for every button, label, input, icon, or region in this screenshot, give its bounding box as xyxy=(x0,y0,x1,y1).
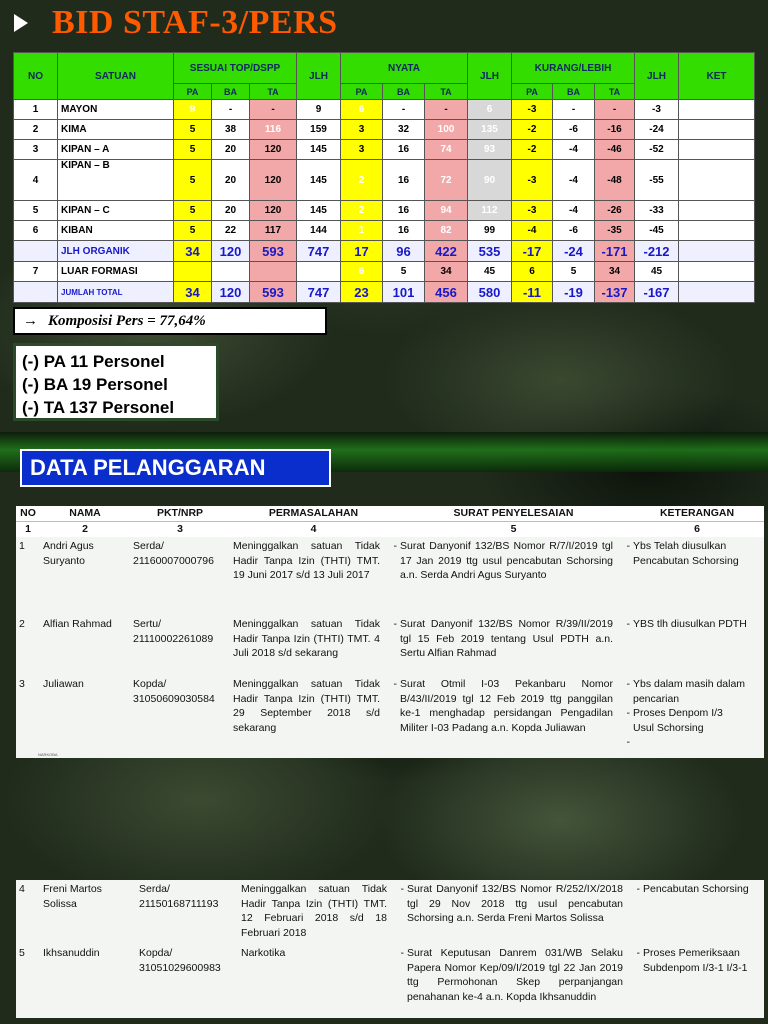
cell-n-jlh: 135 xyxy=(468,120,512,140)
dash: - - - xyxy=(616,675,630,752)
cell-k-jlh: -167 xyxy=(635,282,679,303)
cell-s-jlh: 159 xyxy=(297,120,341,140)
violations-table xyxy=(16,506,764,758)
section-title: DATA PELANGGARAN xyxy=(20,449,331,487)
cell-ket xyxy=(679,221,755,241)
table-row xyxy=(14,201,755,221)
cell-n-jlh: 93 xyxy=(468,140,512,160)
cell-k-ta: - xyxy=(595,100,635,120)
cell-keterangan: YBS tlh diusulkan PDTH xyxy=(630,615,764,675)
cell-no: 5 xyxy=(16,944,40,1018)
slide-violations xyxy=(0,432,768,864)
cell-k-ba: 5 xyxy=(553,262,595,282)
cell-no: 7 xyxy=(14,262,58,282)
cell-s-ta xyxy=(250,262,297,282)
komposisi-box xyxy=(13,307,327,335)
cell-nama: Juliawan xyxy=(40,675,130,752)
cell-pkt: Serda/ 21150168711193 xyxy=(136,880,238,944)
cell-no xyxy=(14,282,58,303)
cell-ket xyxy=(679,201,755,221)
cell-k-pa: 6 xyxy=(512,262,553,282)
cell-k-jlh: 45 xyxy=(635,262,679,282)
cell-n-ba: 32 xyxy=(383,120,425,140)
cell-no: 3 xyxy=(16,675,40,752)
cell-surat: Surat Danyonif 132/BS Nomor R/39/II/2019 tgl 15 Feb 2019 tentang Usul PDTH a.n. Sertu Alfian Rahmad xyxy=(397,615,616,675)
table-row xyxy=(14,140,755,160)
cell-n-ta: 94 xyxy=(425,201,468,221)
header-no: NO xyxy=(14,53,58,100)
cell-surat: Surat Keputusan Danrem 031/WB Selaku Papera Nomor Kep/09/I/2019 tgl 22 Jan 2019 ttg Permohonan Skep perpanjangan penahanan ke-4 a.n. Kopda Ikhsanuddin xyxy=(404,944,626,1018)
strength-table xyxy=(13,52,755,303)
cell-n-ta: 100 xyxy=(425,120,468,140)
cell-s-ta: 120 xyxy=(250,201,297,221)
cell-k-ta: -16 xyxy=(595,120,635,140)
cell-s-ta: 116 xyxy=(250,120,297,140)
cell-n-jlh: 99 xyxy=(468,221,512,241)
cell-s-ba xyxy=(212,262,250,282)
cell-ket xyxy=(679,282,755,303)
cell-s-ba: 20 xyxy=(212,160,250,201)
cell-k-pa: -2 xyxy=(512,120,553,140)
cell-s-jlh xyxy=(297,262,341,282)
cell-s-pa: 34 xyxy=(174,282,212,303)
cell-k-ba: -6 xyxy=(553,221,595,241)
cell-n-pa: 1 xyxy=(341,221,383,241)
cell-n-pa: 6 xyxy=(341,100,383,120)
personnel-shortage-box xyxy=(13,343,219,421)
cell-k-ta: -48 xyxy=(595,160,635,201)
cell-n-pa: 2 xyxy=(341,201,383,221)
cell-k-jlh: -52 xyxy=(635,140,679,160)
table-row xyxy=(16,944,764,1018)
cell-no: 4 xyxy=(14,160,58,201)
cell-k-jlh: -45 xyxy=(635,221,679,241)
cell-s-ta: 593 xyxy=(250,241,297,262)
cell-n-jlh: 580 xyxy=(468,282,512,303)
cell-s-jlh: 145 xyxy=(297,160,341,201)
keterangan-item: Ybs dalam masih dalam pencarian xyxy=(633,678,746,705)
cell-no: 1 xyxy=(14,100,58,120)
cell-k-ba: -4 xyxy=(553,140,595,160)
cell-k-jlh: -24 xyxy=(635,120,679,140)
cell-s-ba: 22 xyxy=(212,221,250,241)
cell-k-ta: 34 xyxy=(595,262,635,282)
header-keterangan: KETERANGAN xyxy=(630,506,764,522)
cell-k-pa: -4 xyxy=(512,221,553,241)
cell-permasalahan: Meninggalkan satuan Tidak Hadir Tanpa Izin (THTI) TMT. 19 Juni 2017 s/d 13 Juli 2017 xyxy=(230,537,383,615)
grand-total-row xyxy=(14,282,755,303)
cell-n-jlh: 535 xyxy=(468,241,512,262)
cell-nama: Alfian Rahmad xyxy=(40,615,130,675)
cell-k-pa: -3 xyxy=(512,160,553,201)
cell-satuan: KIPAN – A xyxy=(58,140,174,160)
cell-s-jlh: 145 xyxy=(297,201,341,221)
cell-n-ta: 456 xyxy=(425,282,468,303)
cell-n-jlh: 112 xyxy=(468,201,512,221)
arrow-right-icon: → xyxy=(23,312,38,329)
cell-k-ta: -171 xyxy=(595,241,635,262)
slide-strength xyxy=(0,0,768,432)
cell-s-pa: 5 xyxy=(174,140,212,160)
cell-n-ba: 16 xyxy=(383,201,425,221)
cell-k-jlh: -33 xyxy=(635,201,679,221)
header-number-6: 6 xyxy=(630,522,764,538)
header-no: NO xyxy=(16,506,40,522)
cell-no xyxy=(14,241,58,262)
dash: - xyxy=(616,615,630,675)
cell-nama: Andri Agus Suryanto xyxy=(40,537,130,615)
cell-n-ba: 16 xyxy=(383,160,425,201)
cell-n-ba: 16 xyxy=(383,140,425,160)
header-sesuai: SESUAI TOP/DSPP xyxy=(174,53,297,84)
cell-no: 4 xyxy=(16,880,40,944)
subheader-ba: BA xyxy=(212,84,250,100)
cell-s-jlh: 144 xyxy=(297,221,341,241)
dash: - xyxy=(626,880,640,944)
header-jlh: JLH xyxy=(635,53,679,100)
cell-k-ta: -137 xyxy=(595,282,635,303)
cell-k-ta: -26 xyxy=(595,201,635,221)
cell-no: 2 xyxy=(16,615,40,675)
cell-n-jlh: 45 xyxy=(468,262,512,282)
cell-keterangan xyxy=(630,675,764,752)
slide-violations-continued xyxy=(0,864,768,1024)
cell-ket xyxy=(679,262,755,282)
footnote-row xyxy=(16,752,764,758)
cell-satuan: JUMLAH TOTAL xyxy=(58,282,174,303)
cell-n-pa: 6 xyxy=(341,262,383,282)
cell-surat: Surat Otmil I-03 Pekanbaru Nomor B/43/II/2019 tgl 12 Feb 2019 ttg panggilan ke-1 menghadap persidangan Pengadilan Militer I-03 Padang a.n. Kopda Juliawan xyxy=(397,675,616,752)
subheader-ta: TA xyxy=(425,84,468,100)
dash: - xyxy=(626,944,640,1018)
cell-s-jlh: 747 xyxy=(297,241,341,262)
cell-n-ba: 5 xyxy=(383,262,425,282)
header-number-4: 4 xyxy=(230,522,397,538)
header-jlh: JLH xyxy=(297,53,341,100)
cell-s-pa: 5 xyxy=(174,201,212,221)
cell-n-ta: - xyxy=(425,100,468,120)
cell-surat: Surat Danyonif 132/BS Nomor R/7/I/2019 tgl 17 Jan 2019 ttg usul pencabutan Schorsing a.n. Serda Andri Agus Suryanto xyxy=(397,537,616,615)
table-row xyxy=(16,537,764,615)
komposisi-text: Komposisi Pers = 77,64% xyxy=(48,312,206,329)
cell-k-pa: -3 xyxy=(512,201,553,221)
cell-no: 2 xyxy=(14,120,58,140)
cell-n-ba: 16 xyxy=(383,221,425,241)
cell-s-pa: 5 xyxy=(174,160,212,201)
cell-s-ta: 117 xyxy=(250,221,297,241)
subheader-pa: PA xyxy=(341,84,383,100)
subheader-ba: BA xyxy=(383,84,425,100)
shortage-pa: (-) PA 11 Personel xyxy=(22,352,165,371)
cell-permasalahan: Narkotika xyxy=(238,944,390,1018)
dash: - xyxy=(390,944,404,1018)
footnote: NARKOBA xyxy=(16,752,764,758)
cell-s-pa: 5 xyxy=(174,120,212,140)
header-pkt: PKT/NRP xyxy=(130,506,230,522)
cell-n-ta: 422 xyxy=(425,241,468,262)
cell-k-pa: -3 xyxy=(512,100,553,120)
cell-satuan: LUAR FORMASI xyxy=(58,262,174,282)
cell-ket xyxy=(679,100,755,120)
cell-s-ta: 120 xyxy=(250,160,297,201)
subheader-ba: BA xyxy=(553,84,595,100)
cell-n-ta: 74 xyxy=(425,140,468,160)
slide-title: BID STAF-3/PERS xyxy=(52,4,338,41)
cell-permasalahan: Meninggalkan satuan Tidak Hadir Tanpa Izin (THTI) TMT. 29 September 2018 s/d sekarang xyxy=(230,675,383,752)
header-number-1: 1 xyxy=(16,522,40,538)
cell-s-jlh: 145 xyxy=(297,140,341,160)
shortage-ta: (-) TA 137 Personel xyxy=(22,398,175,417)
cell-keterangan: Pencabutan Schorsing xyxy=(640,880,764,944)
cell-n-pa: 17 xyxy=(341,241,383,262)
keterangan-item: Proses Denpom I/3 xyxy=(633,707,723,719)
cell-n-ta: 34 xyxy=(425,262,468,282)
table-row xyxy=(16,615,764,675)
dash: - xyxy=(383,615,397,675)
cell-satuan: KIBAN xyxy=(58,221,174,241)
cell-nama: Freni Martos Solissa xyxy=(40,880,136,944)
table-row xyxy=(14,262,755,282)
cell-n-jlh: 90 xyxy=(468,160,512,201)
cell-s-pa xyxy=(174,262,212,282)
cell-s-ta: - xyxy=(250,100,297,120)
header-kurang-lebih: KURANG/LEBIH xyxy=(512,53,635,84)
cell-s-ba: 20 xyxy=(212,201,250,221)
cell-permasalahan: Meninggalkan satuan Tidak Hadir Tanpa Izin (THTI) TMT. 12 Februari 2018 s/d 18 Februari 2018 xyxy=(238,880,390,944)
cell-n-pa: 3 xyxy=(341,120,383,140)
cell-s-pa: 9 xyxy=(174,100,212,120)
cell-n-ta: 72 xyxy=(425,160,468,201)
cell-ket xyxy=(679,160,755,201)
dash: - xyxy=(383,537,397,615)
cell-s-ba: - xyxy=(212,100,250,120)
table-row xyxy=(16,675,764,752)
subheader-ta: TA xyxy=(595,84,635,100)
subheader-pa: PA xyxy=(174,84,212,100)
dash: - xyxy=(390,880,404,944)
subheader-pa: PA xyxy=(512,84,553,100)
cell-k-ta: -35 xyxy=(595,221,635,241)
cell-s-ba: 38 xyxy=(212,120,250,140)
cell-satuan: MAYON xyxy=(58,100,174,120)
table-row xyxy=(14,120,755,140)
cell-pkt: Kopda/ 31050609030584 xyxy=(130,675,230,752)
cell-k-ta: -46 xyxy=(595,140,635,160)
header-number-5: 5 xyxy=(397,522,630,538)
cell-no: 1 xyxy=(16,537,40,615)
cell-s-pa: 5 xyxy=(174,221,212,241)
cell-n-ta: 82 xyxy=(425,221,468,241)
cell-n-pa: 3 xyxy=(341,140,383,160)
cell-k-pa: -17 xyxy=(512,241,553,262)
cell-k-pa: -2 xyxy=(512,140,553,160)
cell-ket xyxy=(679,120,755,140)
cell-n-pa: 23 xyxy=(341,282,383,303)
cell-s-jlh: 9 xyxy=(297,100,341,120)
cell-n-pa: 2 xyxy=(341,160,383,201)
violations-table-continued xyxy=(16,880,764,1018)
cell-no: 5 xyxy=(14,201,58,221)
header-number-3: 3 xyxy=(130,522,230,538)
cell-pkt: Kopda/ 31051029600983 xyxy=(136,944,238,1018)
table-row xyxy=(14,160,755,201)
cell-pkt: Serda/ 21160007000796 xyxy=(130,537,230,615)
cell-permasalahan: Meninggalkan satuan Tidak Hadir Tanpa Izin (THTI) TMT. 4 Juli 2018 s/d sekarang xyxy=(230,615,383,675)
cell-k-ba: -19 xyxy=(553,282,595,303)
cell-s-jlh: 747 xyxy=(297,282,341,303)
cell-surat: Surat Danyonif 132/BS Nomor R/252/IX/2018 tgl 29 Nov 2018 ttg usul pencabutan Schorsing a.n. Serda Freni Martos Solissa xyxy=(404,880,626,944)
cell-s-ba: 120 xyxy=(212,282,250,303)
cell-k-jlh: -55 xyxy=(635,160,679,201)
dash: - xyxy=(383,675,397,752)
cell-satuan: JLH ORGANIK xyxy=(58,241,174,262)
cell-ket xyxy=(679,241,755,262)
table-row xyxy=(16,880,764,944)
table-row xyxy=(14,100,755,120)
cell-n-jlh: 6 xyxy=(468,100,512,120)
cell-no: 3 xyxy=(14,140,58,160)
cell-s-ta: 593 xyxy=(250,282,297,303)
header-permasalahan: PERMASALAHAN xyxy=(230,506,397,522)
header-nama: NAMA xyxy=(40,506,130,522)
cell-n-ba: - xyxy=(383,100,425,120)
cell-s-pa: 34 xyxy=(174,241,212,262)
cell-keterangan: Ybs Telah diusulkan Pencabutan Schorsing xyxy=(630,537,764,615)
header-satuan: SATUAN xyxy=(58,53,174,100)
dash: - xyxy=(616,537,630,615)
cell-k-ba: -4 xyxy=(553,160,595,201)
cell-k-jlh: -3 xyxy=(635,100,679,120)
play-bullet-icon xyxy=(14,14,28,32)
header-number-2: 2 xyxy=(40,522,130,538)
title-row xyxy=(14,6,338,40)
header-ket: KET xyxy=(679,53,755,100)
cell-satuan: KIPAN – C xyxy=(58,201,174,221)
cell-keterangan: Proses Pemeriksaan Subdenpom I/3-1 I/3-1 xyxy=(640,944,764,1018)
cell-k-ba: - xyxy=(553,100,595,120)
cell-n-ba: 101 xyxy=(383,282,425,303)
cell-k-ba: -4 xyxy=(553,201,595,221)
cell-nama: Ikhsanuddin xyxy=(40,944,136,1018)
cell-s-ta: 120 xyxy=(250,140,297,160)
cell-k-ba: -6 xyxy=(553,120,595,140)
table-row xyxy=(14,221,755,241)
cell-satuan: KIMA xyxy=(58,120,174,140)
cell-pkt: Sertu/ 21110002261089 xyxy=(130,615,230,675)
cell-k-ba: -24 xyxy=(553,241,595,262)
keterangan-item: Usul Schorsing xyxy=(633,721,704,734)
header-surat: SURAT PENYELESAIAN xyxy=(397,506,630,522)
cell-k-pa: -11 xyxy=(512,282,553,303)
cell-k-jlh: -212 xyxy=(635,241,679,262)
cell-s-ba: 20 xyxy=(212,140,250,160)
shortage-ba: (-) BA 19 Personel xyxy=(22,375,168,394)
cell-ket xyxy=(679,140,755,160)
cell-n-ba: 96 xyxy=(383,241,425,262)
header-jlh: JLH xyxy=(468,53,512,100)
cell-no: 6 xyxy=(14,221,58,241)
cell-satuan: KIPAN – B xyxy=(58,160,174,201)
subheader-ta: TA xyxy=(250,84,297,100)
organik-total-row xyxy=(14,241,755,262)
cell-s-ba: 120 xyxy=(212,241,250,262)
header-nyata: NYATA xyxy=(341,53,468,84)
